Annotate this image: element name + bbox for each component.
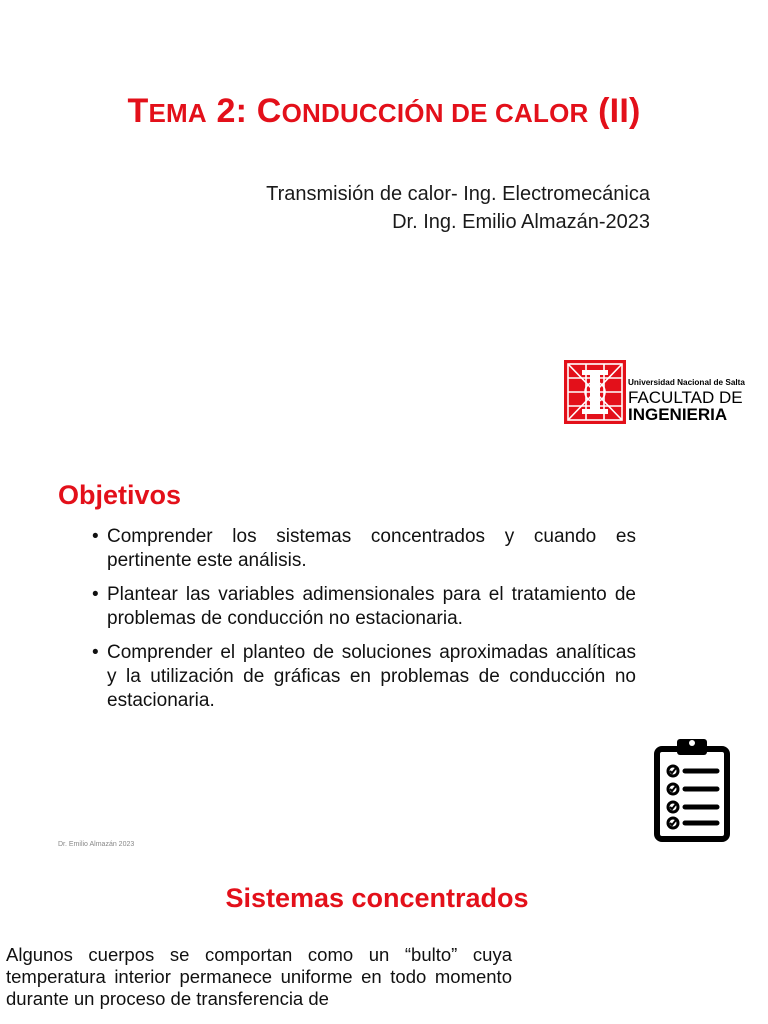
- section-paragraph: Algunos cuerpos se comportan como un “bulto” cuya temperatura interior permanece uniforme en todo momento durante un proceso de transferencia de: [6, 944, 512, 1009]
- lumped-systems-slide: [0, 865, 768, 1024]
- objectives-title: Objetivos: [58, 480, 182, 510]
- logo-university: Universidad Nacional de Salta: [628, 378, 745, 387]
- section-title: Sistemas concentrados: [225, 883, 529, 913]
- slide-title: TEMA 2: CONDUCCIÓN DE CALOR (II): [127, 92, 641, 130]
- faculty-logo: [564, 360, 754, 426]
- list-item: • Comprender los sistemas concentrados y cuando es pertinente este análisis.: [92, 525, 636, 573]
- decorative-arc-icon: [600, 1015, 680, 1024]
- logo-engineering: INGENIERIA: [628, 405, 728, 424]
- clipboard-checklist-icon: [652, 737, 732, 843]
- slide-footer: Dr. Emilio Almazán 2023: [58, 841, 135, 848]
- objectives-slide: [0, 455, 768, 865]
- objectives-list: [92, 525, 636, 723]
- list-item: • Plantear las variables adimensionales para el tratamiento de problemas de conducción no estacionaria.: [92, 583, 636, 631]
- logo-faculty: FACULTAD DE: [628, 388, 743, 407]
- title-slide: [0, 0, 768, 455]
- faculty-emblem-icon: [564, 360, 626, 424]
- subtitle-course: Transmisión de calor- Ing. Electromecánica: [266, 183, 650, 205]
- subtitle-author: Dr. Ing. Emilio Almazán-2023: [392, 211, 650, 233]
- list-item: • Comprender el planteo de soluciones aproximadas analíticas y la utilización de gráficas en problemas de conducción no estacionaria.: [92, 641, 636, 713]
